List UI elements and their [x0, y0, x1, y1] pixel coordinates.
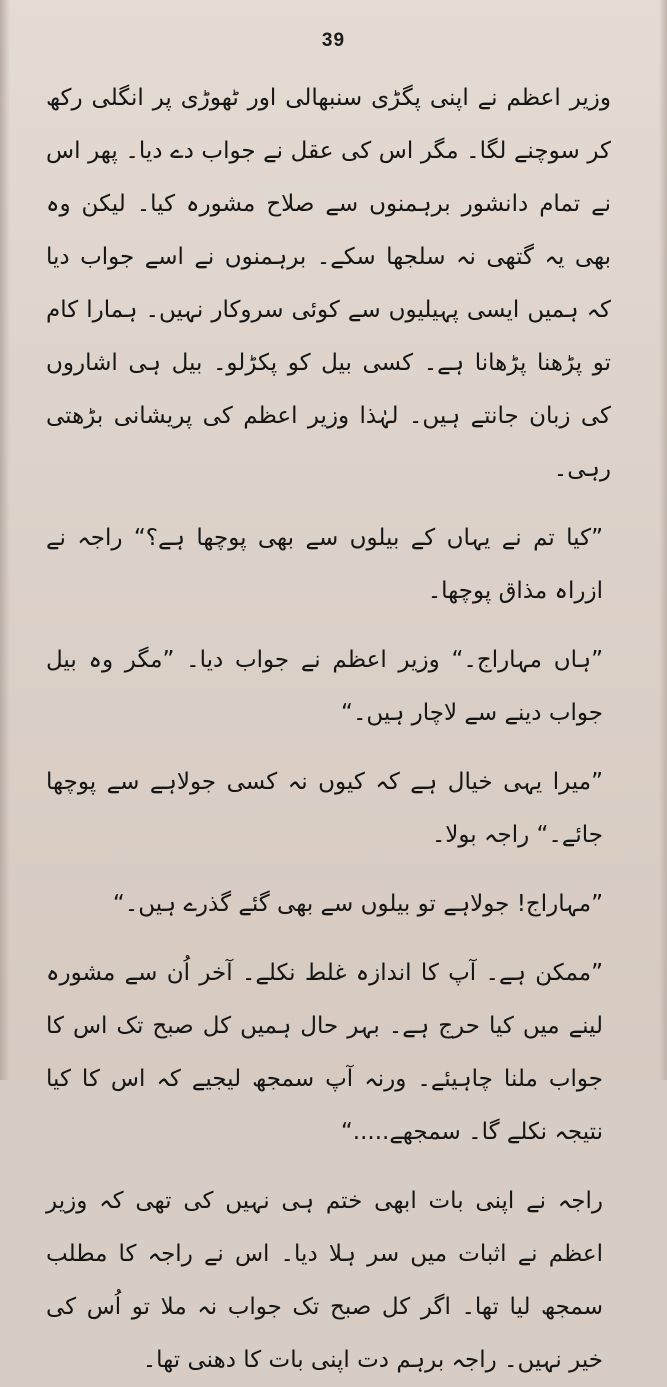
- paragraph-3: ”ہاں مہاراج۔“ وزیر اعظم نے جواب دیا۔ ”مگر وہ بیل جواب دینے سے لاچار ہیں۔“: [46, 647, 603, 726]
- paragraph-5: ”مہاراج! جولاہے تو بیلوں سے بھی گئے گذرے ہیں۔“: [112, 891, 603, 917]
- paragraph-2: ”کیا تم نے یہاں کے بیلوں سے بھی پوچھا ہے؟“ راجہ نے ازراہ مذاق پوچھا۔: [46, 525, 603, 604]
- page-edge-shadow-left: [0, 0, 10, 1080]
- paragraph-1: وزیر اعظم نے اپنی پگڑی سنبھالی اور ٹھوڑی پر انگلی رکھ کر سوچنے لگا۔ مگر اس کی عقل نے جواب دے دیا۔ پھر اس نے تمام دانشور برہمنوں سے صلاح مشورہ کیا۔ لیکن وہ بھی یہ گتھی نہ سلجھا سکے۔ برہمنوں نے اسے جواب دیا کہ ہمیں ایسی پہیلیوں سے کوئی سروکار نہیں۔ ہمارا کام تو پڑھنا پڑھانا ہے۔ کسی بیل کو پکڑلو۔ بیل ہی اشاروں کی زبان جانتے ہیں۔ لہٰذا وزیر اعظم کی پریشانی بڑھتی رہی۔: [46, 85, 611, 482]
- page-body: [46, 72, 611, 1387]
- page-edge-shadow-right: [659, 0, 667, 1080]
- paragraph-6: ”ممکن ہے۔ آپ کا اندازہ غلط نکلے۔ آخر اُن سے مشورہ لینے میں کیا حرج ہے۔ بہر حال ہمیں کل صبح تک اس کا جواب ملنا چاہیئے۔ ورنہ آپ سمجھ لیجیے کہ اس کا کیا نتیجہ نکلے گا۔ سمجھے.....“: [46, 960, 603, 1145]
- page-number: 39: [321, 30, 346, 51]
- paragraph-7: راجہ نے اپنی بات ابھی ختم ہی نہیں کی تھی کہ وزیر اعظم نے اثبات میں سر ہلا دیا۔ اس نے راجہ کا مطلب سمجھ لیا تھا۔ اگر کل صبح تک جواب نہ ملا تو اُس کی خیر نہیں۔ راجہ برہم دت اپنی بات کا دھنی تھا۔: [46, 1188, 603, 1373]
- paragraph-4: ”میرا یہی خیال ہے کہ کیوں نہ کسی جولاہے سے پوچھا جائے۔“ راجہ بولا۔: [46, 769, 603, 848]
